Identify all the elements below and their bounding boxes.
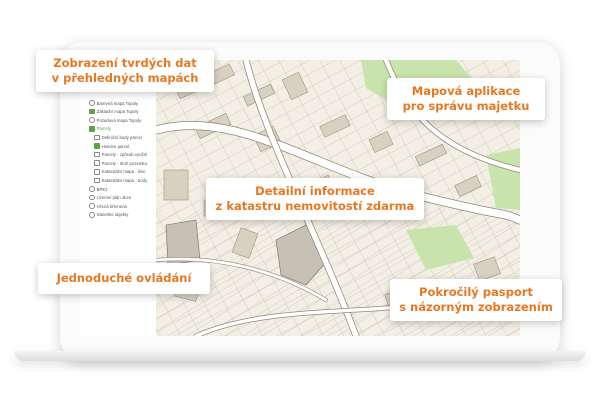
- callout-easy-control-line1: Jednoduché ovládání: [56, 271, 192, 285]
- layer-label: Barevná mapa Topoly: [96, 100, 139, 106]
- layer-checkbox[interactable]: [89, 203, 95, 209]
- layer-item[interactable]: [89, 212, 128, 218]
- layer-item[interactable]: [94, 169, 146, 175]
- layer-item[interactable]: [89, 186, 107, 192]
- layer-checkbox[interactable]: [94, 152, 100, 158]
- layer-item[interactable]: [94, 152, 147, 158]
- layer-label: Definiční body parcel: [101, 134, 142, 140]
- layer-label: Katastrální mapa - body: [101, 177, 148, 183]
- callout-hard-data: [36, 50, 214, 92]
- layer-label: BPEJ: [96, 186, 108, 192]
- layer-label: Parcely - druh pozemku: [101, 160, 147, 166]
- layer-item[interactable]: [94, 160, 147, 166]
- layer-checkbox[interactable]: [89, 186, 95, 192]
- callout-easy-control: [38, 263, 210, 294]
- layer-label: Věcná břemena: [96, 203, 127, 209]
- layer-label: Katastrální mapa - linie: [101, 169, 146, 175]
- callout-cadastre-line2: z katastru nemovitostí zdarma: [215, 199, 415, 213]
- layer-checkbox[interactable]: [89, 109, 95, 115]
- callout-map-app: [387, 78, 545, 120]
- layer-checkbox[interactable]: [94, 160, 100, 166]
- layer-panel: [80, 60, 157, 336]
- layer-checkbox[interactable]: [89, 126, 95, 132]
- layer-item[interactable]: [94, 134, 142, 140]
- layer-checkbox[interactable]: [94, 135, 100, 141]
- layer-label: Parcely: [96, 126, 111, 132]
- callout-map-app-line2: pro správu majetku: [402, 99, 530, 113]
- layer-checkbox[interactable]: [89, 212, 95, 218]
- layer-item[interactable]: [89, 126, 111, 132]
- layer-label: Pozadová mapa Topoly: [96, 117, 142, 123]
- layer-label: Územní plán obce: [96, 195, 132, 201]
- layer-item[interactable]: [89, 195, 131, 201]
- layer-item[interactable]: [89, 109, 139, 115]
- layer-checkbox[interactable]: [89, 195, 95, 201]
- callout-map-app-line1: Mapová aplikace: [411, 84, 521, 98]
- layer-item[interactable]: [94, 143, 129, 149]
- layer-label: Hranice parcel: [101, 143, 130, 149]
- callout-cadastre: [206, 178, 424, 220]
- layer-checkbox[interactable]: [89, 100, 95, 106]
- layer-label: Stavební objekty: [96, 212, 129, 218]
- layer-item[interactable]: [89, 203, 127, 209]
- callout-passport: [390, 279, 562, 321]
- callout-cadastre-line1: Detailní informace: [255, 184, 375, 198]
- callout-passport-line2: s názorným zobrazením: [399, 300, 553, 314]
- layer-checkbox[interactable]: [94, 143, 100, 149]
- layer-item[interactable]: [89, 117, 141, 123]
- layer-label: Parcely - způsob využití: [101, 152, 147, 158]
- layer-checkbox[interactable]: [89, 117, 95, 123]
- layer-checkbox[interactable]: [94, 178, 100, 184]
- callout-hard-data-line2: v přehledných mapách: [51, 71, 199, 85]
- callout-hard-data-line1: Zobrazení tvrdých dat: [53, 56, 197, 70]
- layer-item[interactable]: [89, 100, 138, 106]
- laptop-base: [14, 351, 586, 361]
- layer-checkbox[interactable]: [94, 169, 100, 175]
- layer-label: Základní mapa Topoly: [96, 109, 139, 115]
- layer-item[interactable]: [94, 177, 147, 183]
- callout-passport-line1: Pokročilý pasport: [419, 285, 533, 299]
